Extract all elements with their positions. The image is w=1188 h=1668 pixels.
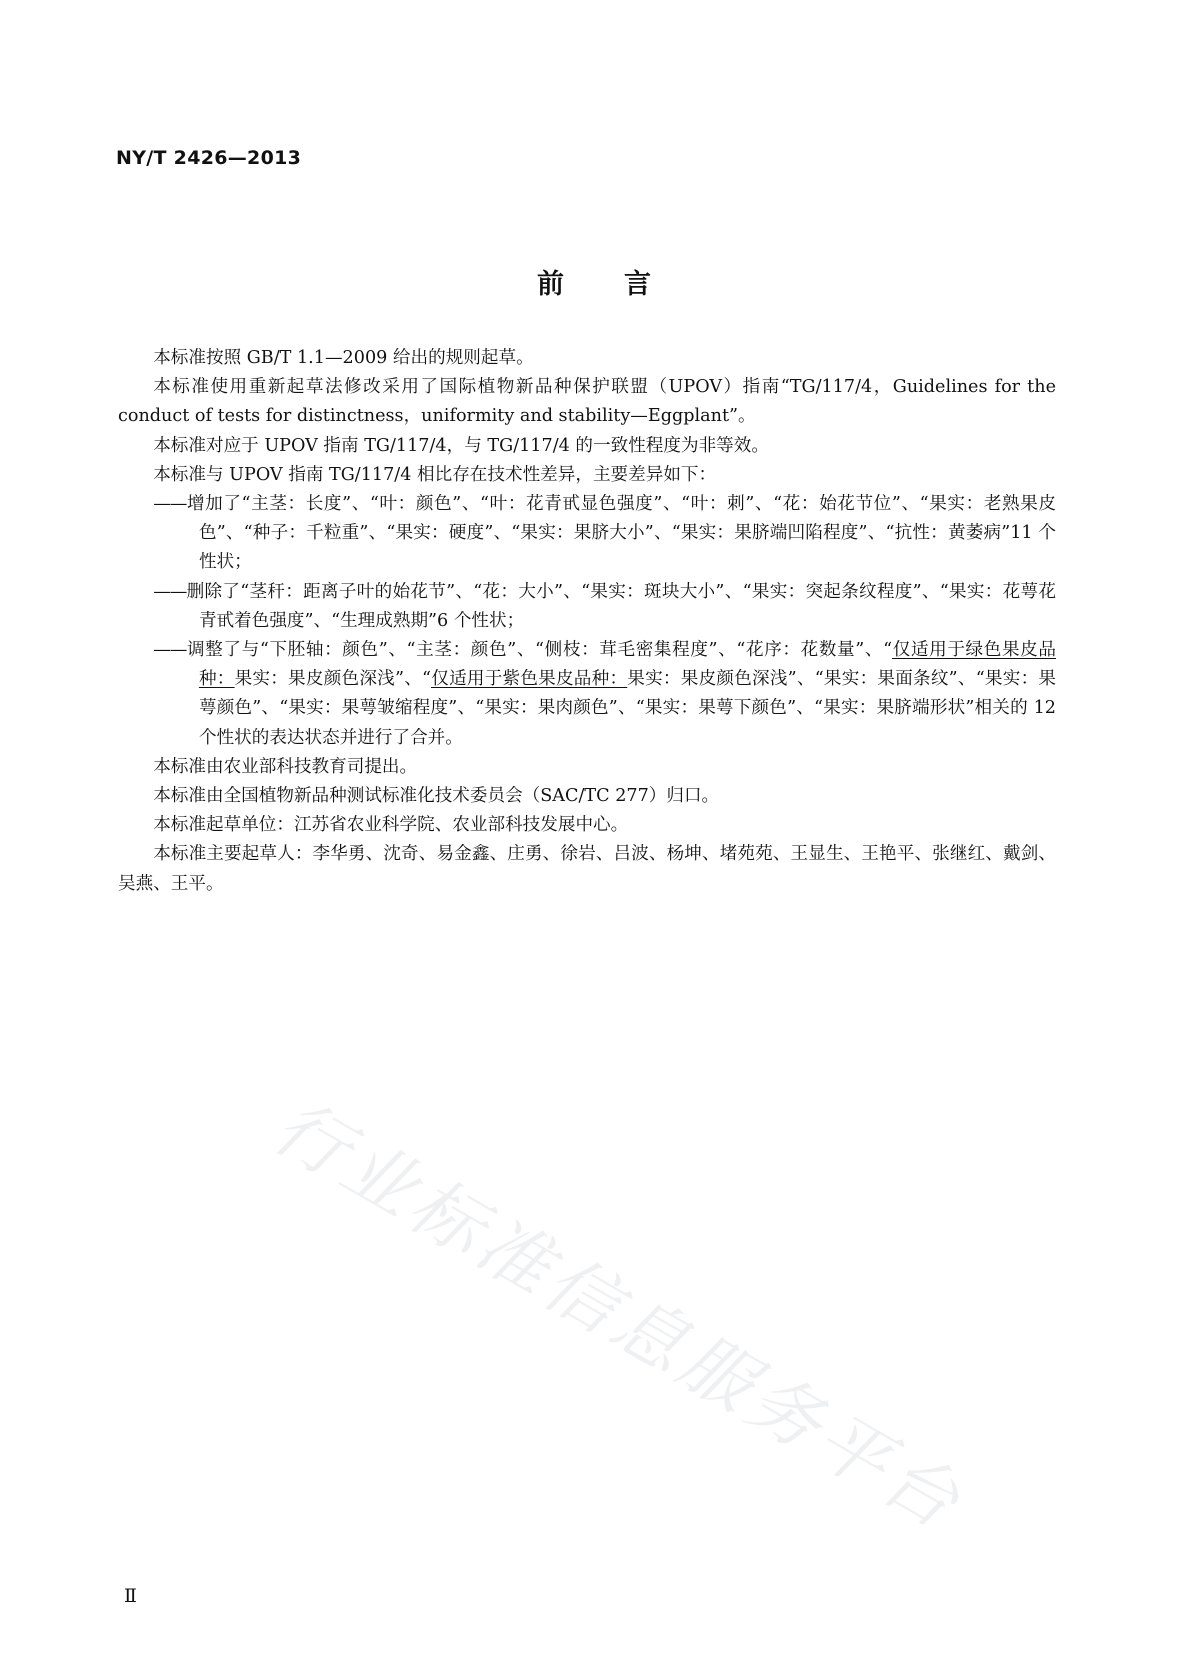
underlined-qualifier-green: 仅适用于绿色果皮品种：	[198, 640, 1056, 690]
paragraph-drafting-units: 本标准起草单位：江苏省农业科学院、农业部科技发展中心。	[153, 815, 629, 836]
page-number: Ⅱ	[124, 1585, 136, 1607]
dash-marker: ——	[153, 494, 187, 515]
paragraph-committee: 本标准由全国植物新品种测试标准化技术委员会（SAC/TC 277）归口。	[153, 786, 720, 807]
difference-text: 果实：果皮颜色深浅”、“	[234, 669, 432, 690]
difference-item-deleted	[153, 578, 1056, 636]
difference-text: 删除了“茎秆：距离子叶的始花节”、“花：大小”、“果实：斑块大小”、“果实：突起条纹程度”、“果实：花萼花青甙着色强度”、“生理成熟期”6 个性状；	[186, 581, 1056, 631]
watermark: 行业标准信息服务平台	[260, 1083, 978, 1547]
paragraph-differences-intro: 本标准与 UPOV 指南 TG/117/4 相比存在技术性差异，主要差异如下：	[153, 464, 717, 485]
difference-text: 调整了与“下胚轴：颜色”、“主茎：颜色”、“侧枝：茸毛密集程度”、“花序：花数量”、“	[186, 640, 893, 661]
difference-text: 果实：果皮颜色深浅”、“果实：果面条纹”、“果实：果萼颜色”、“果实：果萼皱缩程度”、“果实：果肉颜色”、“果实：果萼下颜色”、“果实：果脐端形状”相关的 12 个性状的表达状态并进行了合并。	[198, 669, 1056, 748]
difference-text: 增加了“主茎：长度”、“叶：颜色”、“叶：花青甙显色强度”、“叶：刺”、“花：始花节位”、“果实：老熟果皮色”、“种子：千粒重”、“果实：硬度”、“果实：果脐大小”、“果实：果脐端凹陷程度”、“抗性：黄萎病”11 个性状；	[186, 494, 1056, 573]
dash-marker: ——	[153, 640, 187, 661]
paragraph-proposer: 本标准由农业部科技教育司提出。	[153, 756, 418, 777]
difference-item-added	[153, 490, 1056, 578]
paragraph-drafters: 本标准主要起草人：李华勇、沈奇、易金鑫、庄勇、徐岩、吕波、杨坤、堵苑苑、王显生、王艳平、张继红、戴剑、吴燕、王平。	[118, 844, 1056, 894]
paragraph-upov-adoption: 本标准使用重新起草法修改采用了国际植物新品种保护联盟（UPOV）指南“TG/117/4，Guidelines for the conduct of tests for distinctness，uniformity and stability—Eggplant”。	[118, 377, 1056, 427]
paragraph-correspondence: 本标准对应于 UPOV 指南 TG/117/4，与 TG/117/4 的一致性程度为非等效。	[153, 435, 769, 456]
dash-marker: ——	[153, 581, 187, 602]
underlined-qualifier-purple: 仅适用于紫色果皮品种：	[431, 669, 628, 690]
standard-number: NY/T 2426—2013	[116, 147, 302, 169]
paragraph-drafting-rules: 本标准按照 GB/T 1.1—2009 给出的规则起草。	[153, 348, 534, 368]
difference-item-adjusted	[153, 636, 1056, 753]
foreword-body	[118, 344, 1056, 899]
page-title: 前言	[537, 269, 711, 300]
